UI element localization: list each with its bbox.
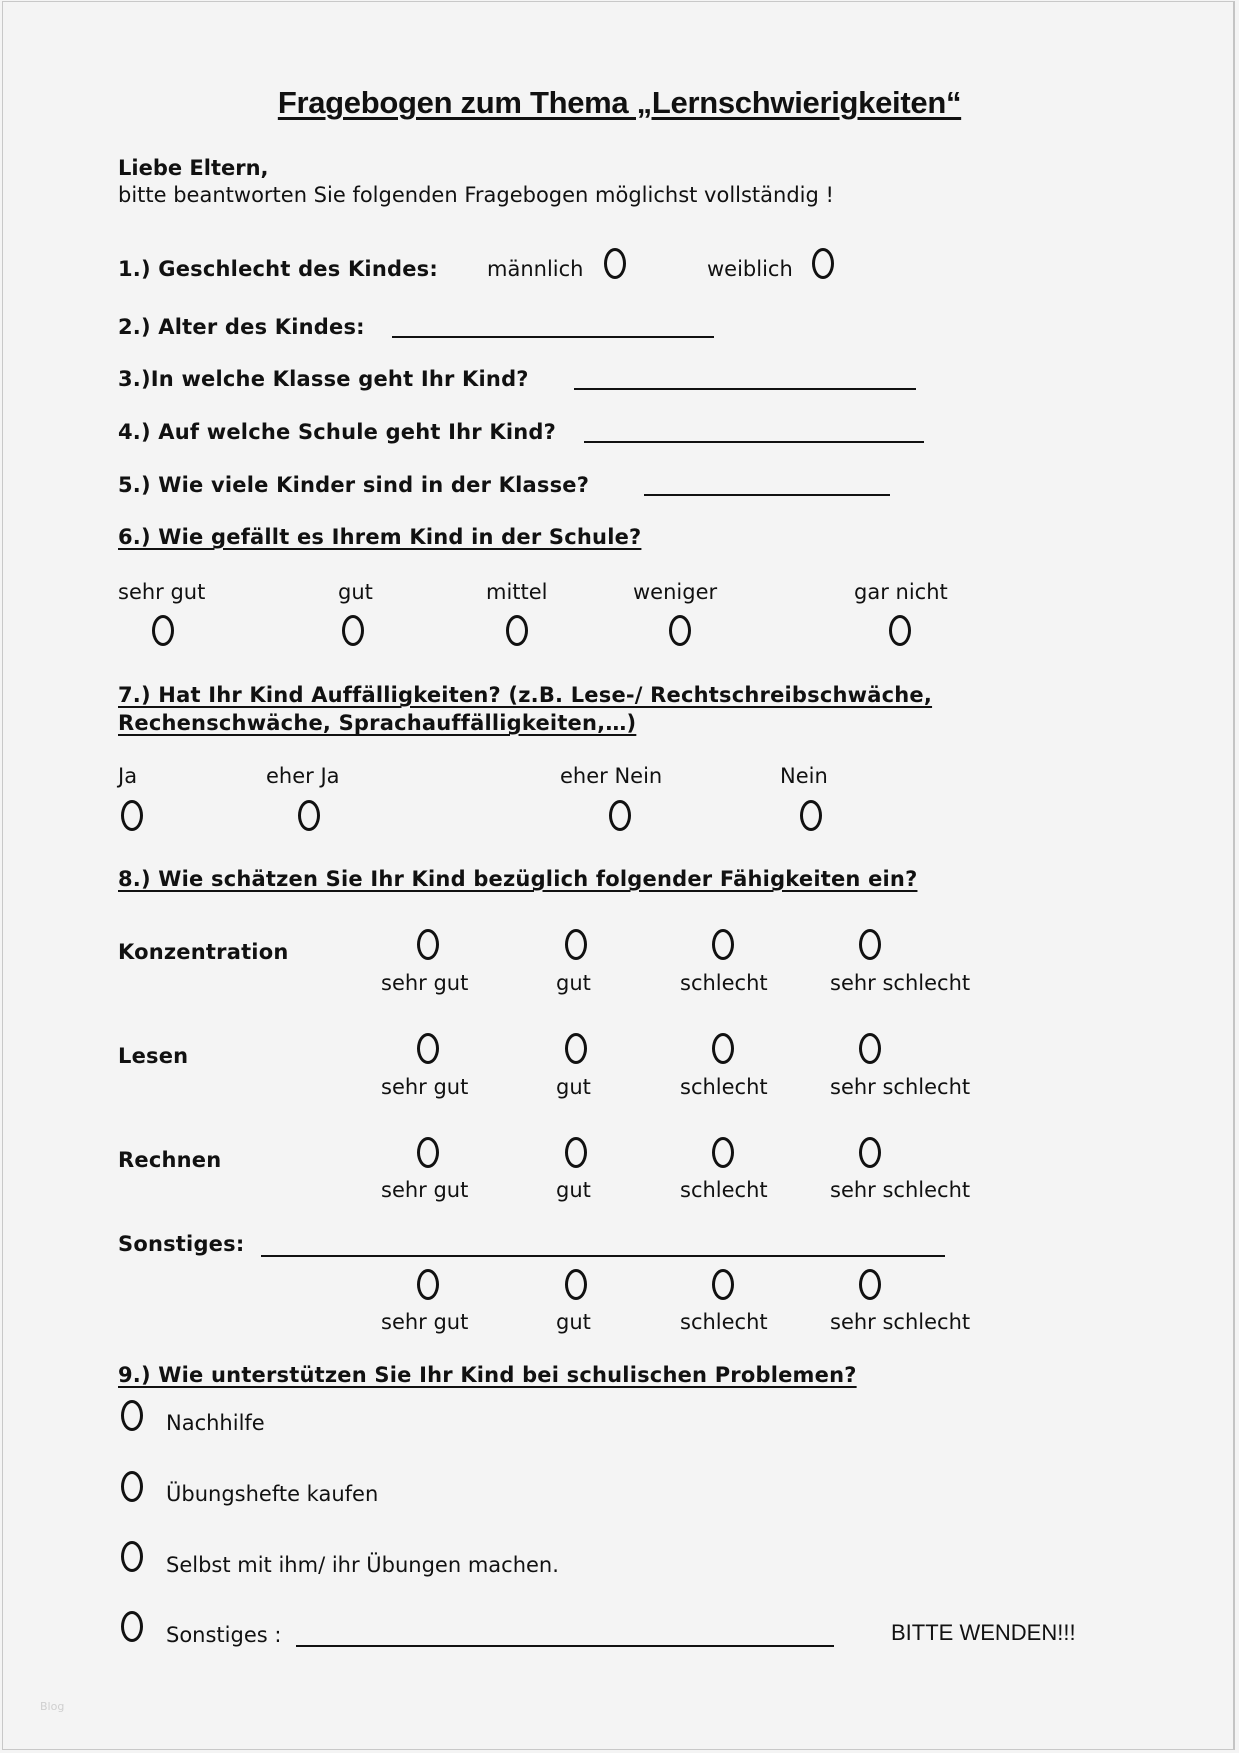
q8-konzentration-radio-sehr-schlecht[interactable] bbox=[859, 929, 881, 960]
q9-checkbox-sonstiges[interactable] bbox=[121, 1611, 143, 1642]
q6-radio-weniger[interactable] bbox=[669, 615, 691, 646]
q9-option-label: Sonstiges : bbox=[166, 1623, 282, 1647]
q8-scale-label: gut bbox=[556, 1310, 591, 1334]
q8-scale-label: sehr gut bbox=[381, 1310, 469, 1334]
q8-scale-label: sehr schlecht bbox=[830, 1310, 971, 1334]
intro-text: bitte beantworten Sie folgenden Fragebogen möglichst vollständig ! bbox=[118, 183, 834, 207]
q7-radio-nein[interactable] bbox=[800, 800, 822, 831]
q8-scale-label: sehr schlecht bbox=[830, 1178, 971, 1202]
q8-scale-label: sehr schlecht bbox=[830, 1075, 971, 1099]
q4-label: 4.) Auf welche Schule geht Ihr Kind? bbox=[118, 420, 557, 444]
q1-option-label-weiblich: weiblich bbox=[707, 257, 793, 281]
q7-radio-eher-nein[interactable] bbox=[609, 800, 631, 831]
q5-label: 5.) Wie viele Kinder sind in der Klasse? bbox=[118, 473, 590, 497]
q9-other-answer-line[interactable] bbox=[296, 1645, 834, 1647]
q1-option-label-maennlich: männlich bbox=[487, 257, 584, 281]
q3-label: 3.)In welche Klasse geht Ihr Kind? bbox=[118, 367, 529, 391]
q8-other-radio-sehr-schlecht[interactable] bbox=[859, 1269, 881, 1300]
q1-radio-weiblich[interactable] bbox=[812, 248, 834, 279]
q8-label: 8.) Wie schätzen Sie Ihr Kind bezüglich folgender Fähigkeiten ein? bbox=[118, 867, 918, 891]
q8-rechnen-radio-gut[interactable] bbox=[565, 1137, 587, 1168]
q9-label: 9.) Wie unterstützen Sie Ihr Kind bei schulischen Problemen? bbox=[118, 1363, 857, 1387]
q8-konzentration-radio-gut[interactable] bbox=[565, 929, 587, 960]
q6-option-label: weniger bbox=[633, 580, 718, 604]
q7-label-line2: Rechenschwäche, Sprachauffälligkeiten,…) bbox=[118, 711, 637, 735]
q8-other-answer-line[interactable] bbox=[261, 1255, 945, 1257]
q2-label: 2.) Alter des Kindes: bbox=[118, 315, 365, 339]
q8-scale-label: gut bbox=[556, 1178, 591, 1202]
q8-rechnen-radio-schlecht[interactable] bbox=[712, 1137, 734, 1168]
q8-lesen-radio-sehr-schlecht[interactable] bbox=[859, 1033, 881, 1064]
q8-scale-label: gut bbox=[556, 971, 591, 995]
q8-other-radio-sehr-gut[interactable] bbox=[417, 1269, 439, 1300]
q7-option-label: eher Nein bbox=[560, 764, 663, 788]
q8-lesen-radio-sehr-gut[interactable] bbox=[417, 1033, 439, 1064]
q8-lesen-radio-schlecht[interactable] bbox=[712, 1033, 734, 1064]
q8-rechnen-radio-sehr-gut[interactable] bbox=[417, 1137, 439, 1168]
q6-option-label: gar nicht bbox=[854, 580, 948, 604]
q6-label: 6.) Wie gefällt es Ihrem Kind in der Schule? bbox=[118, 525, 642, 549]
q9-checkbox-nachhilfe[interactable] bbox=[121, 1400, 143, 1431]
q8-scale-label: schlecht bbox=[680, 1310, 768, 1334]
document-title: Fragebogen zum Thema „Lernschwierigkeiten“ bbox=[277, 85, 962, 120]
q9-option-label: Selbst mit ihm/ ihr Übungen machen. bbox=[166, 1553, 559, 1577]
q6-option-label: mittel bbox=[486, 580, 548, 604]
q7-option-label: Ja bbox=[118, 764, 138, 788]
q8-konzentration-radio-schlecht[interactable] bbox=[712, 929, 734, 960]
q8-other-radio-gut[interactable] bbox=[565, 1269, 587, 1300]
please-turn-note: BITTE WENDEN!!! bbox=[891, 1620, 1076, 1645]
q3-answer-line[interactable] bbox=[574, 388, 916, 390]
q6-radio-mittel[interactable] bbox=[506, 615, 528, 646]
q8-other-label: Sonstiges: bbox=[118, 1232, 245, 1256]
q6-option-label: gut bbox=[338, 580, 373, 604]
q8-other-radio-schlecht[interactable] bbox=[712, 1269, 734, 1300]
q2-answer-line[interactable] bbox=[392, 336, 714, 338]
q8-scale-label: sehr gut bbox=[381, 1178, 469, 1202]
q8-lesen-radio-gut[interactable] bbox=[565, 1033, 587, 1064]
q8-konzentration-radio-sehr-gut[interactable] bbox=[417, 929, 439, 960]
q4-answer-line[interactable] bbox=[584, 441, 924, 443]
q9-option-label: Nachhilfe bbox=[166, 1411, 265, 1435]
q7-option-label: eher Ja bbox=[266, 764, 340, 788]
q1-label: 1.) Geschlecht des Kindes: bbox=[118, 257, 438, 281]
q5-answer-line[interactable] bbox=[644, 494, 890, 496]
q9-checkbox-selbst-ueben[interactable] bbox=[121, 1541, 143, 1572]
q8-row-label-rechnen: Rechnen bbox=[118, 1148, 222, 1172]
q8-rechnen-radio-sehr-schlecht[interactable] bbox=[859, 1137, 881, 1168]
greeting: Liebe Eltern, bbox=[118, 156, 269, 180]
q6-option-label: sehr gut bbox=[118, 580, 206, 604]
q7-label-line1: 7.) Hat Ihr Kind Auffälligkeiten? (z.B. Lese-/ Rechtschreibschwäche, bbox=[118, 683, 933, 707]
q6-radio-gut[interactable] bbox=[342, 615, 364, 646]
watermark: Blog bbox=[40, 1700, 65, 1713]
q7-radio-eher-ja[interactable] bbox=[298, 800, 320, 831]
q8-row-label-lesen: Lesen bbox=[118, 1044, 189, 1068]
q8-row-label-konzentration: Konzentration bbox=[118, 940, 289, 964]
q9-option-label: Übungshefte kaufen bbox=[166, 1482, 379, 1506]
q8-scale-label: sehr gut bbox=[381, 971, 469, 995]
q8-scale-label: gut bbox=[556, 1075, 591, 1099]
q6-radio-sehr-gut[interactable] bbox=[152, 615, 174, 646]
q7-option-label: Nein bbox=[780, 764, 828, 788]
q8-scale-label: schlecht bbox=[680, 971, 768, 995]
q8-scale-label: schlecht bbox=[680, 1178, 768, 1202]
q7-radio-ja[interactable] bbox=[121, 800, 143, 831]
q9-checkbox-uebungshefte[interactable] bbox=[121, 1471, 143, 1502]
q1-radio-maennlich[interactable] bbox=[604, 248, 626, 279]
q6-radio-gar-nicht[interactable] bbox=[889, 615, 911, 646]
q8-scale-label: sehr gut bbox=[381, 1075, 469, 1099]
q8-scale-label: schlecht bbox=[680, 1075, 768, 1099]
q8-scale-label: sehr schlecht bbox=[830, 971, 971, 995]
